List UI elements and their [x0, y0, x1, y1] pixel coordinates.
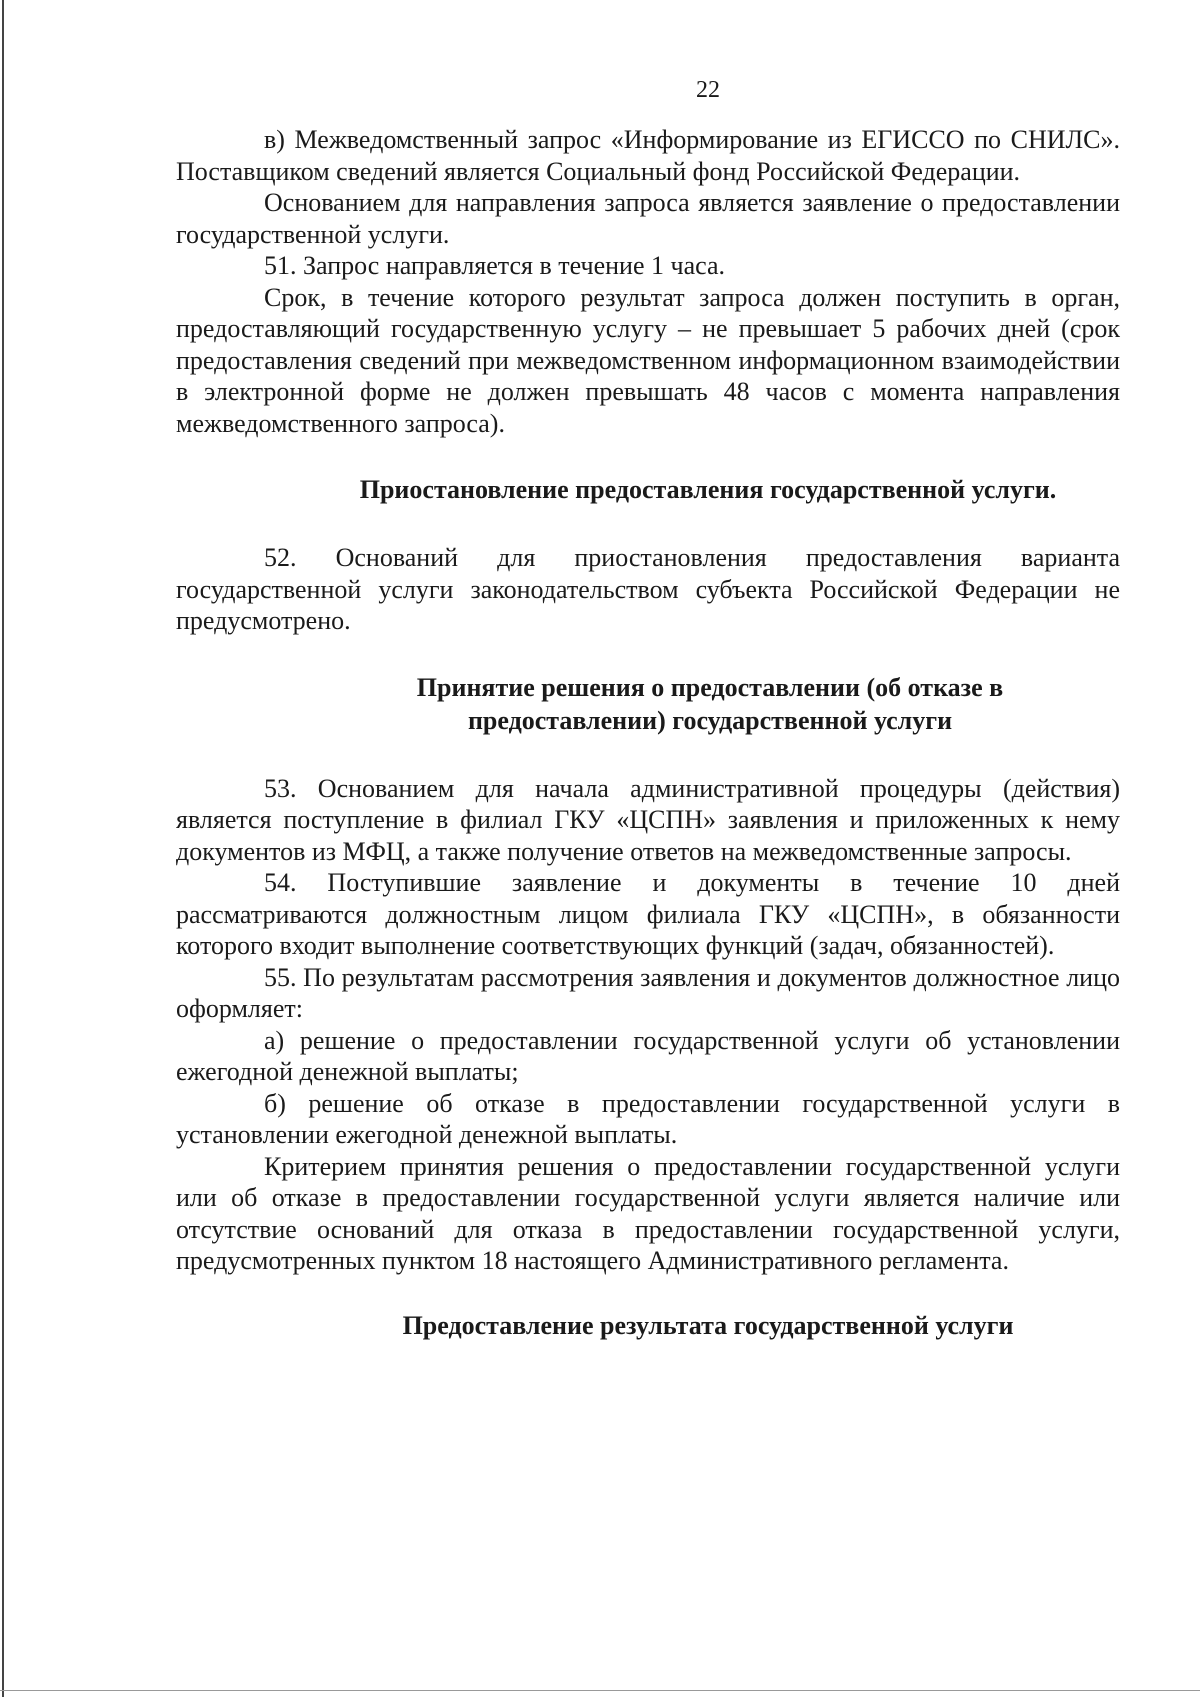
heading-decision-line1: Принятие решения о предоставлении (об отказе в — [416, 672, 1004, 702]
heading-result: Предоставление результата государственной услуги — [402, 1310, 1014, 1340]
scan-edge-bottom — [0, 1690, 1200, 1691]
scan-edge-left — [2, 0, 4, 1697]
paragraph-52: 52. Оснований для приостановления предоставления варианта государственной услуги законодательством субъекта Российской Федерации не предусмотрено. — [176, 543, 1120, 635]
paragraph-interagency-request-v: в) Межведомственный запрос «Информирование из ЕГИССО по СНИЛС». Поставщиком сведений является Социальный фонд Российской Федерации. — [176, 125, 1120, 186]
heading-suspension: Приостановление предоставления государственной услуги. — [359, 475, 1057, 504]
paragraph-decision-criterion: Критерием принятия решения о предоставлении государственной услуги или об отказе в предоставлении государственной услуги является наличие или отсутствие оснований для отказа в предоставлении государственной услуги, предусмотренных пунктом 18 настоящего Административного регламента. — [176, 1151, 1120, 1275]
document-page — [176, 72, 1120, 1342]
paragraph-55-b: б) решение об отказе в предоставлении государственной услуги в установлении ежегодной денежной выплаты. — [176, 1088, 1120, 1149]
paragraph-55: 55. По результатам рассмотрения заявления и документов должностное лицо оформляет: — [176, 962, 1120, 1023]
heading-decision — [176, 671, 1120, 737]
paragraph-request-basis: Основанием для направления запроса является заявление о предоставлении государственной услуги. — [176, 188, 1120, 249]
paragraph-55-a: а) решение о предоставлении государственной услуги об установлении ежегодной денежной выплаты; — [176, 1025, 1120, 1086]
heading-decision-line2: предоставлении) государственной услуги — [467, 705, 953, 735]
paragraph-54: 54. Поступившие заявление и документы в течение 10 дней рассматриваются должностным лицом филиала ГКУ «ЦСПН», в обязанности которого входит выполнение соответствующих функций (задач, обязанностей). — [176, 868, 1120, 960]
page-number: 22 — [696, 77, 720, 103]
paragraph-response-deadline: Срок, в течение которого результат запроса должен поступить в орган, предоставляющий государственную услугу – не превышает 5 рабочих дней (срок предоставления сведений при межведомственном информационном взаимодействии в электронной форме не должен превышать 48 часов с момента направления межведомственного запроса). — [176, 282, 1120, 438]
paragraph-51: 51. Запрос направляется в течение 1 часа. — [264, 251, 726, 280]
paragraph-53: 53. Основанием для начала административной процедуры (действия) является поступление в филиал ГКУ «ЦСПН» заявления и приложенных к нему документов из МФЦ, а также получение ответов на межведомственные запросы. — [176, 773, 1120, 866]
